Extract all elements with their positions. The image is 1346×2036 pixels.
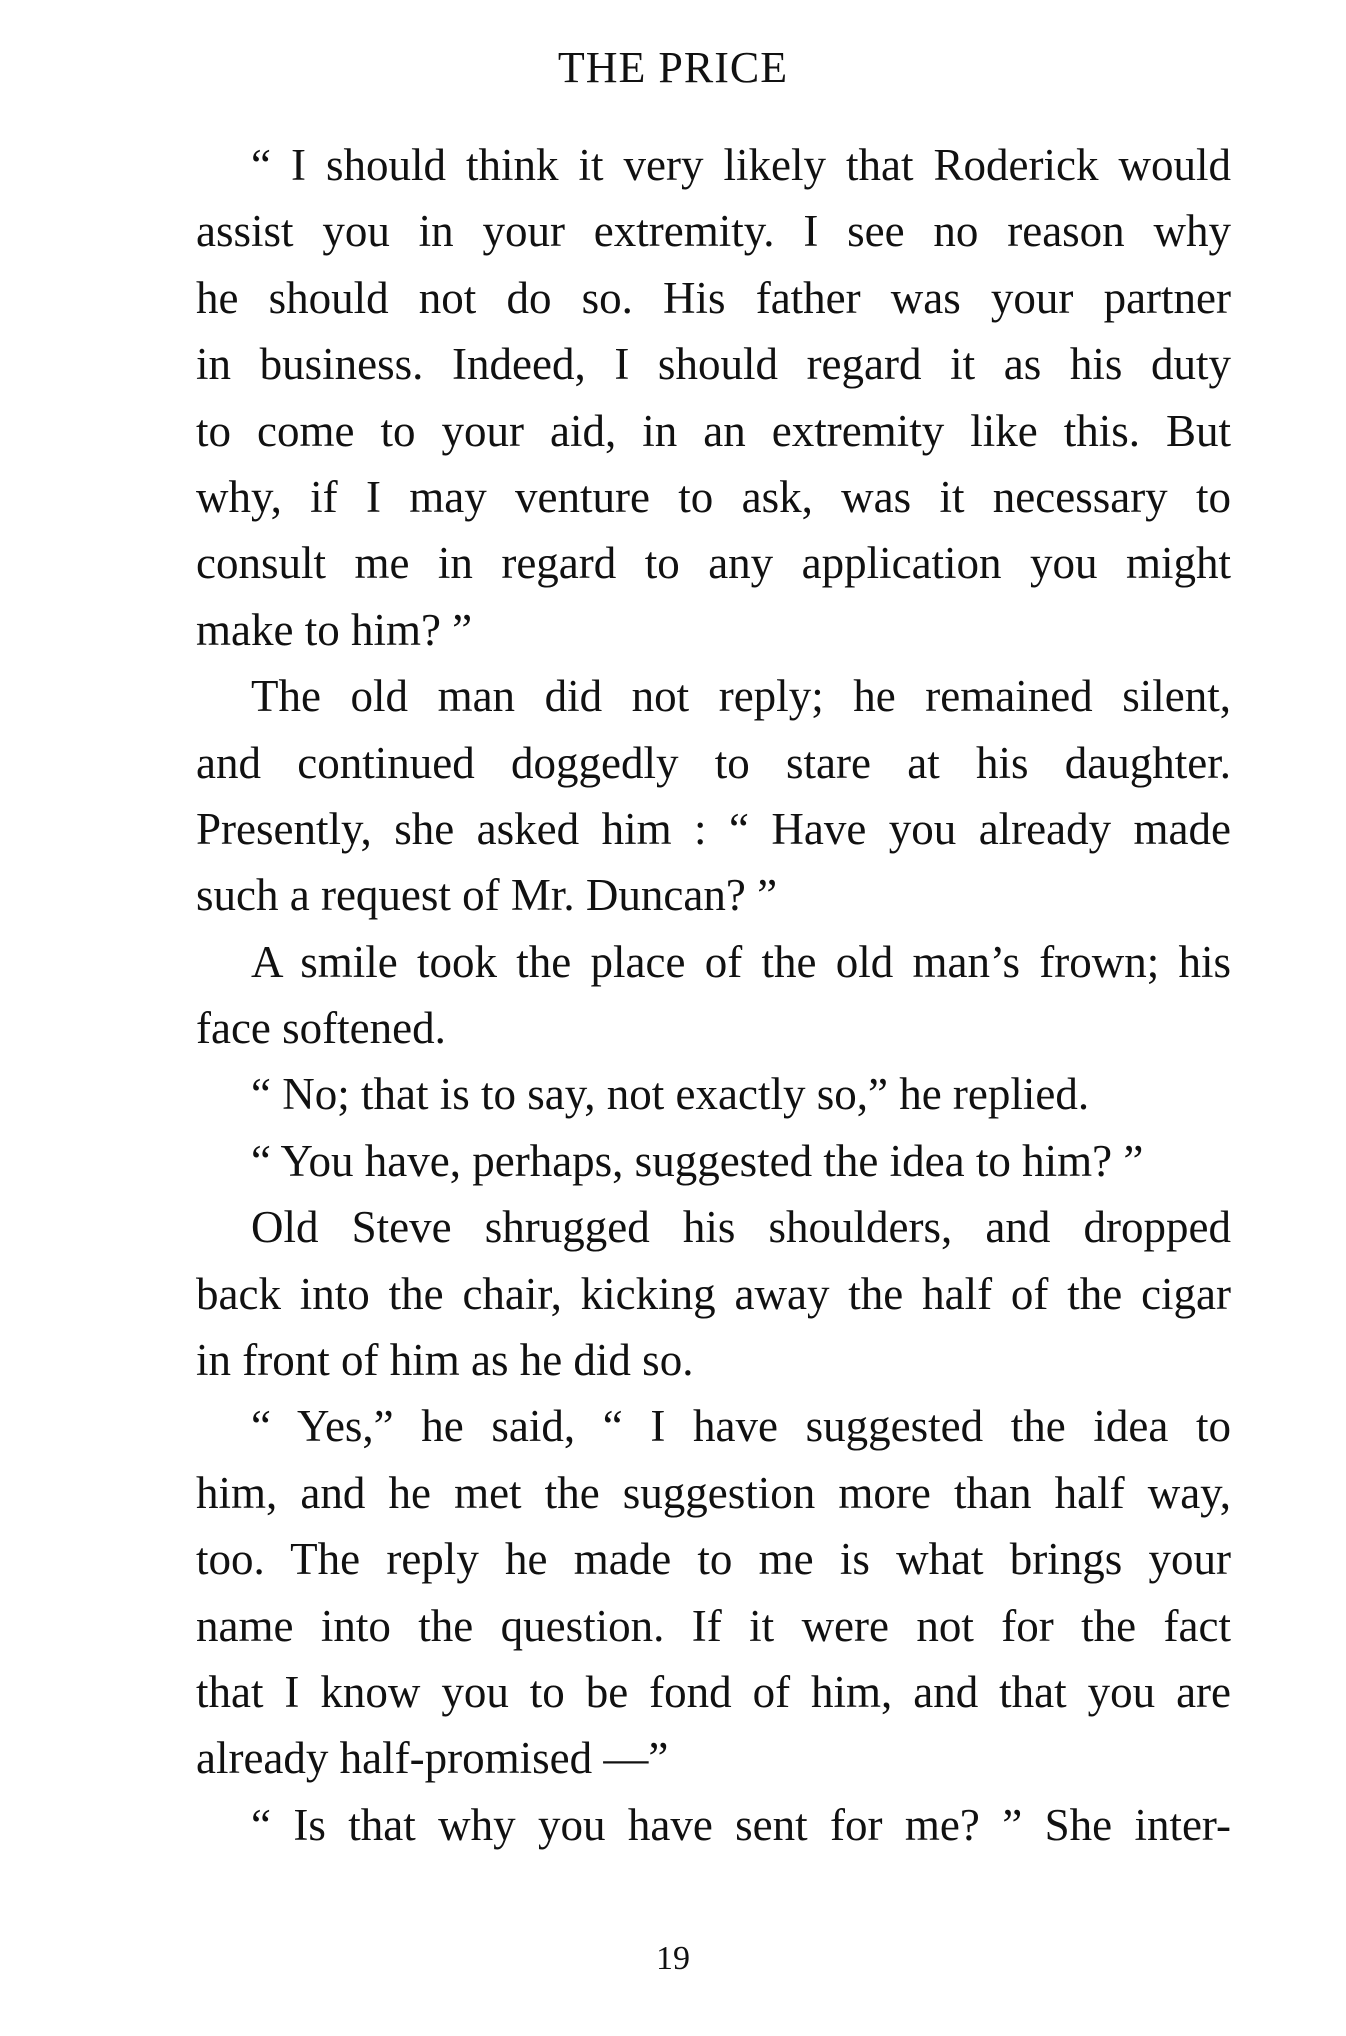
- text-line: that I know you to be fond of him, and that you are: [196, 1666, 1231, 1717]
- text-line: back into the chair, kicking away the half of the cigar: [196, 1268, 1231, 1319]
- text-line: already half-promised —”: [196, 1733, 669, 1784]
- paragraph: [196, 132, 1231, 663]
- text-line: make to him? ”: [196, 604, 473, 655]
- text-line: face softened.: [196, 1003, 446, 1054]
- paragraph: [196, 663, 1231, 929]
- text-line: A smile took the place of the old man’s frown; his: [251, 936, 1231, 987]
- text-line: in business. Indeed, I should regard it as his duty: [196, 339, 1231, 390]
- running-head: THE PRICE: [557, 43, 789, 92]
- text-line: and continued doggedly to stare at his daughter.: [196, 737, 1231, 788]
- text-line: consult me in regard to any application you might: [196, 538, 1231, 589]
- paragraph: [196, 1128, 1231, 1194]
- paragraph: [196, 1792, 1231, 1858]
- text-line: him, and he met the suggestion more than half way,: [196, 1467, 1231, 1518]
- body-text: [196, 132, 1231, 1858]
- text-line: to come to your aid, in an extremity like this. But: [196, 405, 1231, 456]
- text-line: name into the question. If it were not for the fact: [196, 1600, 1231, 1651]
- paragraph: [196, 1061, 1231, 1127]
- text-line: “ I should think it very likely that Roderick would: [251, 140, 1231, 190]
- text-line: The old man did not reply; he remained silent,: [251, 671, 1231, 722]
- paragraph: [196, 929, 1231, 1062]
- text-line: why, if I may venture to ask, was it necessary to: [196, 471, 1231, 522]
- text-line: in front of him as he did so.: [196, 1335, 694, 1386]
- text-line: too. The reply he made to me is what brings your: [196, 1534, 1231, 1585]
- text-line: such a request of Mr. Duncan? ”: [196, 870, 778, 921]
- page-number: 19: [656, 1940, 690, 1977]
- paragraph: [196, 1194, 1231, 1393]
- text-line: Old Steve shrugged his shoulders, and dropped: [251, 1202, 1231, 1253]
- text-line: assist you in your extremity. I see no reason why: [196, 206, 1231, 257]
- text-line: “ You have, perhaps, suggested the idea to him? ”: [251, 1135, 1144, 1186]
- text-line: he should not do so. His father was your partner: [196, 272, 1231, 323]
- text-line: “ No; that is to say, not exactly so,” he replied.: [251, 1069, 1090, 1120]
- text-line: “ Is that why you have sent for me? ” She inter-: [251, 1799, 1231, 1850]
- text-line: Presently, she asked him : “ Have you already made: [196, 803, 1231, 854]
- paragraph: [196, 1393, 1231, 1791]
- text-line: “ Yes,” he said, “ I have suggested the idea to: [251, 1401, 1231, 1452]
